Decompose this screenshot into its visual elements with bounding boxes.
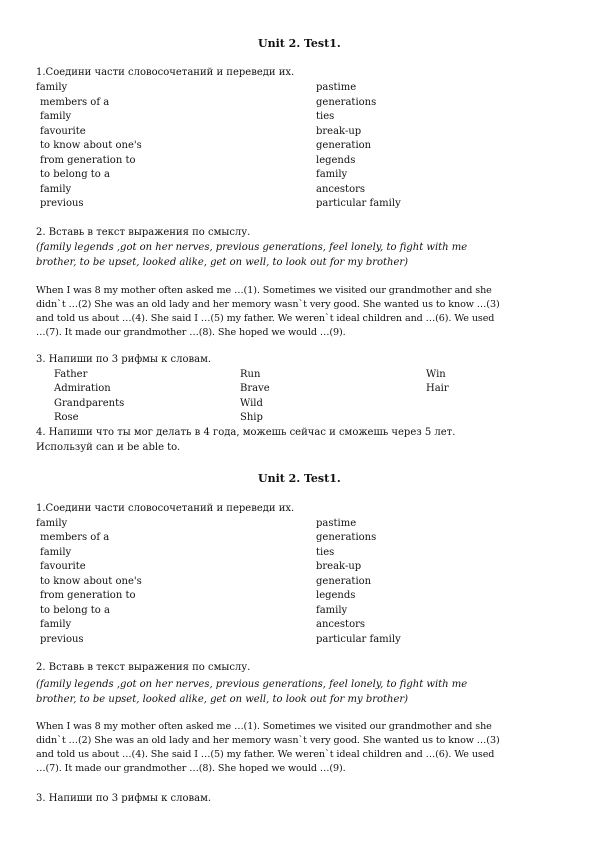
task1-left-item: family (36, 518, 68, 529)
task4-heading: 4. Напиши что ты мог делать в 4 года, можешь сейчас и сможешь через 5 лет. (36, 427, 456, 438)
task1-right-item: generations (316, 532, 377, 543)
task1-left-item: family (36, 82, 68, 93)
task2-word-list: brother, to be upset, looked alike, get on well, to look out for my brother) (36, 694, 409, 705)
rhyme-word: Hair (426, 383, 449, 394)
task1-left-item: favourite (40, 126, 86, 137)
task1-right-item: break-up (316, 561, 362, 572)
rhyme-word: Run (240, 369, 261, 380)
task1-right-item: ancestors (316, 619, 366, 630)
task1-left-item: to know about one's (40, 576, 142, 587)
task1-left-item: to belong to a (40, 169, 110, 180)
task1-right-item: particular family (316, 634, 401, 645)
task1-right-item: generation (316, 576, 372, 587)
task1-right-item: pastime (316, 82, 357, 93)
task2-text-line: When I was 8 my mother often asked me …(1). Sometimes we visited our grandmother and she (36, 285, 492, 296)
task1-right-item: pastime (316, 518, 357, 529)
task1-right-item: family (316, 605, 348, 616)
task1-heading: 1.Соедини части словосочетаний и переведи их. (36, 67, 295, 78)
task1-right-item: particular family (316, 198, 401, 209)
task1-left-item: from generation to (40, 155, 136, 166)
task1-left-item: from generation to (40, 590, 136, 601)
task1-heading: 1.Соедини части словосочетаний и переведи их. (36, 503, 295, 514)
task1-left-item: favourite (40, 561, 86, 572)
task1-left-item: family (40, 619, 72, 630)
rhyme-word: Father (54, 369, 88, 380)
task4-instruction: Используй can и be able to. (36, 442, 181, 453)
task3-heading: 3. Напиши по 3 рифмы к словам. (36, 793, 212, 804)
task2-heading: 2. Вставь в текст выражения по смыслу. (36, 227, 251, 238)
task2-text-line: and told us about …(4). She said I …(5) my father. We weren`t ideal children and …(6). We used (36, 749, 495, 760)
task2-word-list: (family legends ,got on her nerves, previous generations, feel lonely, to fight with me (36, 679, 468, 690)
task1-left-item: family (40, 111, 72, 122)
test-title: Unit 2. Test1. (258, 472, 341, 485)
task1-right-item: generation (316, 140, 372, 151)
rhyme-word: Rose (54, 412, 79, 423)
task1-right-item: ancestors (316, 184, 366, 195)
task1-left-item: to know about one's (40, 140, 142, 151)
task2-text-line: When I was 8 my mother often asked me …(1). Sometimes we visited our grandmother and she (36, 721, 492, 732)
task1-left-item: previous (40, 634, 84, 645)
task2-text-line: didn`t …(2) She was an old lady and her memory wasn`t very good. She wanted us to know …(3) (36, 735, 500, 746)
rhyme-word: Admiration (54, 383, 111, 394)
task1-right-item: ties (316, 111, 335, 122)
task1-right-item: family (316, 169, 348, 180)
rhyme-word: Brave (240, 383, 270, 394)
task1-left-item: members of a (40, 532, 110, 543)
task1-right-item: break-up (316, 126, 362, 137)
task1-right-item: legends (316, 155, 356, 166)
task1-left-item: family (40, 547, 72, 558)
task1-left-item: family (40, 184, 72, 195)
task2-text-line: …(7). It made our grandmother …(8). She hoped we would …(9). (36, 327, 346, 338)
task1-left-item: to belong to a (40, 605, 110, 616)
task1-left-item: members of a (40, 97, 110, 108)
rhyme-word: Grandparents (54, 398, 125, 409)
rhyme-word: Ship (240, 412, 263, 423)
task3-heading: 3. Напиши по 3 рифмы к словам. (36, 354, 212, 365)
task2-word-list: (family legends ,got on her nerves, previous generations, feel lonely, to fight with me (36, 242, 468, 253)
test-title: Unit 2. Test1. (258, 37, 341, 50)
rhyme-word: Wild (240, 398, 263, 409)
task1-right-item: legends (316, 590, 356, 601)
task1-right-item: generations (316, 97, 377, 108)
task1-left-item: previous (40, 198, 84, 209)
task2-word-list: brother, to be upset, looked alike, get on well, to look out for my brother) (36, 257, 409, 268)
task1-right-item: ties (316, 547, 335, 558)
rhyme-word: Win (426, 369, 446, 380)
task2-text-line: and told us about …(4). She said I …(5) my father. We weren`t ideal children and …(6). We used (36, 313, 495, 324)
task2-text-line: …(7). It made our grandmother …(8). She hoped we would …(9). (36, 763, 346, 774)
task2-heading: 2. Вставь в текст выражения по смыслу. (36, 662, 251, 673)
task2-text-line: didn`t …(2) She was an old lady and her memory wasn`t very good. She wanted us to know …(3) (36, 299, 500, 310)
